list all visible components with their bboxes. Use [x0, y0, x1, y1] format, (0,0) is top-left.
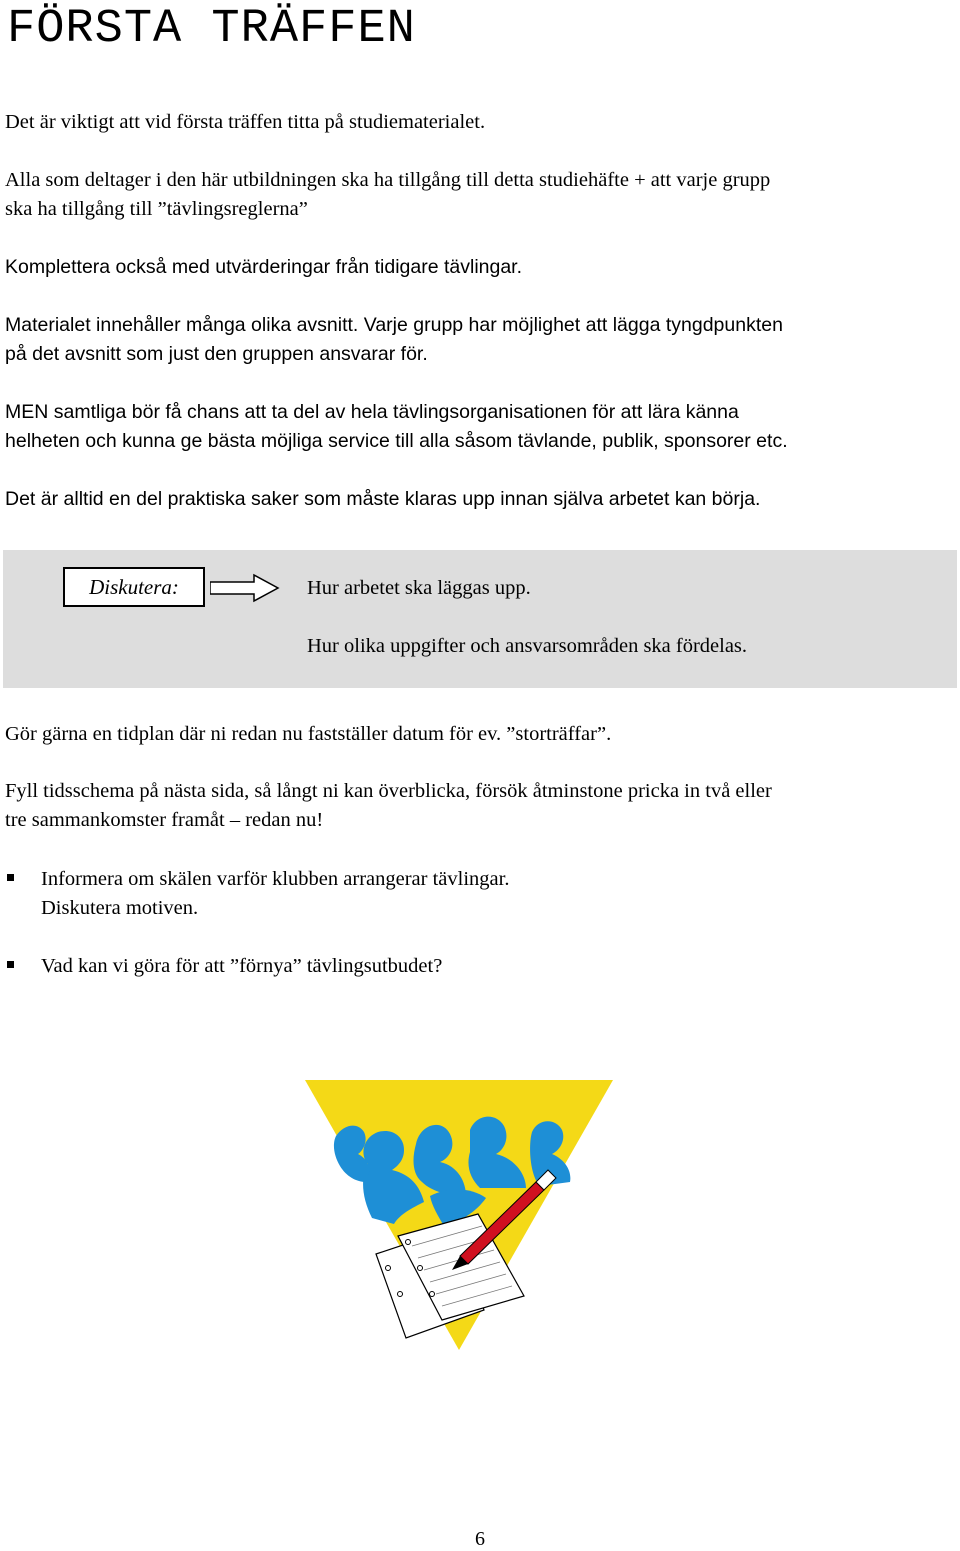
paragraph-complement: Komplettera också med utvärderingar från tidigare tävlingar.: [5, 256, 523, 278]
bullet-square-icon: [7, 874, 14, 881]
bullet-square-icon: [7, 961, 14, 968]
bullet-line: Informera om skälen varför klubben arrangerar tävlingar.: [41, 868, 510, 890]
paragraph-all-groups: [5, 398, 955, 456]
arrow-right-icon: [210, 573, 282, 603]
paragraph-participants: [5, 166, 955, 224]
paragraph-text: Materialet innehåller många olika avsnitt. Varje grupp har möjlighet att lägga tyngdpunkten: [5, 314, 783, 336]
bullet-item: [41, 865, 509, 923]
group-meeting-notes-illustration: [300, 1078, 618, 1353]
page-number: 6: [475, 1528, 485, 1550]
discuss-item: Hur arbetet ska läggas upp.: [307, 577, 531, 599]
discuss-item: Hur olika uppgifter och ansvarsområden ska fördelas.: [307, 635, 748, 657]
bullet-item: [41, 952, 442, 981]
paragraph-line: ska ha tillgång till ”tävlingsreglerna”: [5, 198, 308, 220]
paragraph-line: på det avsnitt som just den gruppen ansvarar för.: [5, 343, 428, 365]
paragraph-line: [5, 311, 955, 340]
paragraph-line: tre sammankomster framåt – redan nu!: [5, 809, 324, 831]
paragraph-line: helheten och kunna ge bästa möjliga service till alla såsom tävlande, publik, sponsorer etc.: [5, 430, 788, 452]
paragraph-schedule: [5, 777, 955, 835]
page-title: FÖRSTA TRÄFFEN: [7, 3, 416, 56]
paragraph-line: Fyll tidsschema på nästa sida, så långt ni kan överblicka, försök åtminstone pricka in två eller: [5, 780, 772, 802]
discuss-label-box: Diskutera:: [63, 567, 205, 607]
paragraph-intro: Det är viktigt att vid första träffen titta på studiematerialet.: [5, 111, 486, 133]
paragraph-material: [5, 311, 955, 369]
bullet-line: Diskutera motiven.: [41, 897, 199, 919]
paragraph-practical: Det är alltid en del praktiska saker som måste klaras upp innan själva arbetet kan börja.: [5, 488, 761, 510]
bullet-line: Vad kan vi göra för att ”förnya” tävlingsutbudet?: [41, 955, 443, 977]
paragraph-line: Alla som deltager i den här utbildningen ska ha tillgång till detta studiehäfte + att varje grupp: [5, 169, 771, 191]
paragraph-timeplan: Gör gärna en tidplan där ni redan nu fastställer datum för ev. ”storträffar”.: [5, 723, 612, 745]
paragraph-line: MEN samtliga bör få chans att ta del av hela tävlingsorganisationen för att lära känna: [5, 401, 739, 423]
